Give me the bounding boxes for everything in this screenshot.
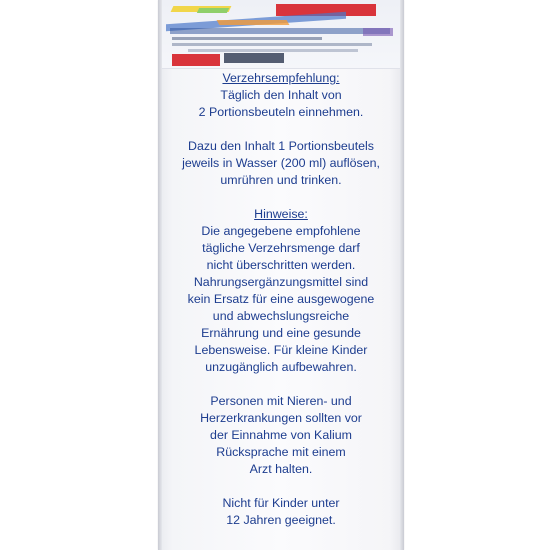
mirrored-print-line	[172, 43, 372, 46]
printed-packaging-band	[158, 0, 404, 69]
green-stripe-graphic	[197, 8, 229, 13]
warning-section	[158, 393, 404, 478]
usage-section	[158, 70, 404, 121]
notes-line: tägliche Verzehrsmenge darf	[202, 241, 360, 255]
preparation-line: jeweils in Wasser (200 ml) auflösen,	[182, 156, 380, 170]
notes-line: nicht überschritten werden.	[206, 258, 356, 272]
usage-heading: Verzehrsempfehlung:	[222, 71, 340, 85]
notes-line: unzugänglich aufbewahren.	[205, 360, 357, 374]
blue-band-graphic	[170, 28, 390, 34]
product-box-side-panel	[158, 0, 404, 550]
box-right-edge	[400, 0, 404, 550]
box-left-edge	[158, 0, 162, 550]
warning-line: Rücksprache mit einem	[216, 445, 346, 459]
brand-logo-graphic	[172, 54, 220, 66]
mirrored-print-line	[188, 49, 358, 52]
mirrored-print-line	[172, 37, 322, 40]
product-name-graphic	[224, 53, 284, 63]
warning-line: der Einnahme von Kalium	[210, 428, 352, 442]
purple-accent-graphic	[363, 28, 393, 36]
usage-line: Täglich den Inhalt von	[220, 88, 342, 102]
warning-line: Personen mit Nieren- und	[210, 394, 352, 408]
orange-stripe-graphic	[217, 20, 290, 25]
preparation-section	[158, 138, 404, 189]
notes-line: Ernährung und eine gesunde	[201, 326, 361, 340]
instructions-text	[158, 70, 404, 546]
notes-line: und abwechslungsreiche	[212, 309, 350, 323]
age-line: 12 Jahren geeignet.	[226, 513, 336, 527]
notes-heading: Hinweise:	[254, 207, 308, 221]
notes-line: Nahrungsergänzungsmittel sind	[193, 275, 369, 289]
warning-line: Arzt halten.	[249, 462, 313, 476]
preparation-line: umrühren und trinken.	[220, 173, 342, 187]
age-line: Nicht für Kinder unter	[222, 496, 340, 510]
usage-line: 2 Portionsbeuteln einnehmen.	[198, 105, 364, 119]
notes-section	[158, 206, 404, 376]
age-section	[158, 495, 404, 529]
warning-line: Herzerkrankungen sollten vor	[200, 411, 362, 425]
preparation-line: Dazu den Inhalt 1 Portionsbeutels	[188, 139, 374, 153]
notes-line: Die angegebene empfohlene	[201, 224, 361, 238]
notes-line: Lebensweise. Für kleine Kinder	[194, 343, 368, 357]
notes-line: kein Ersatz für eine ausgewogene	[187, 292, 375, 306]
